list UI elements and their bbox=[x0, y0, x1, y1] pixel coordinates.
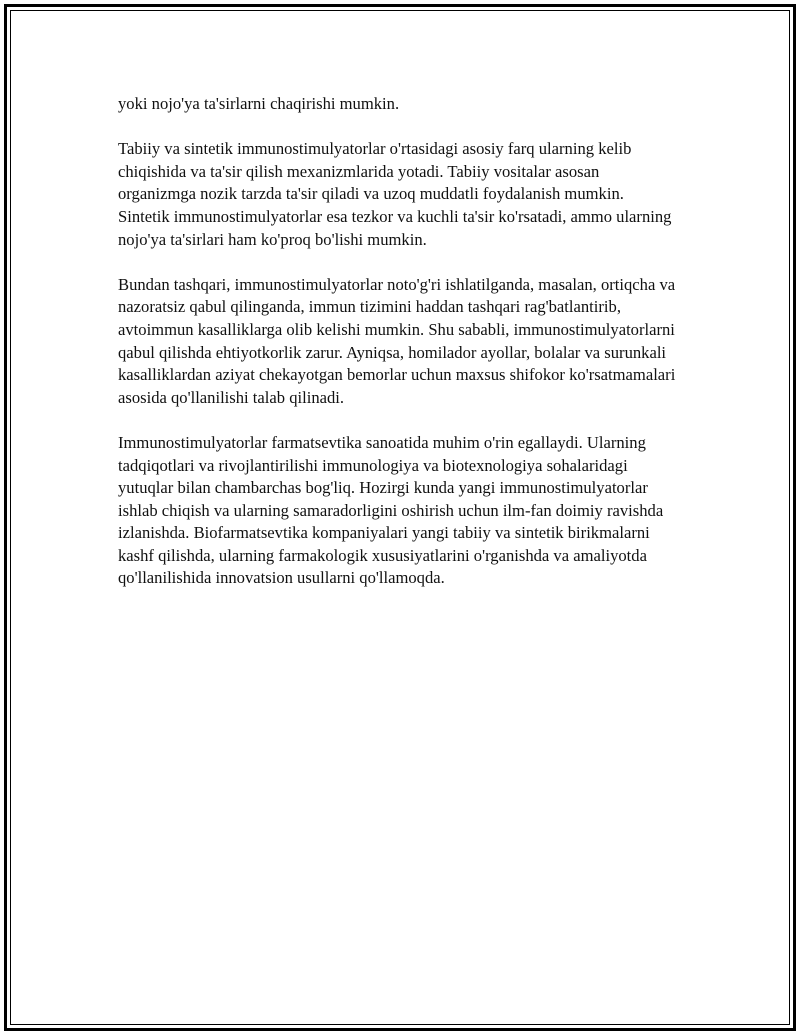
paragraph-1: yoki nojo'ya ta'sirlarni chaqirishi mumkin. bbox=[118, 94, 400, 113]
paragraph-3: Bundan tashqari, immunostimulyatorlar noto'g'ri ishlatilganda, masalan, ortiqcha va nazoratsiz qabul qilinganda, immun tizimini haddan tashqari rag'batlantirib, avtoimmun kasalliklarga olib kelishi mumkin. Shu sababli, immunostimulyatorlarni qabul qilishda ehtiyotkorlik zarur. Ayniqsa, homilador ayollar, bolalar va surunkali kasalliklardan aziyat chekayotgan bemorlar uchun maxsus shifokor ko'rsatmamalari asosida qo'llanilishi talab qilinadi. bbox=[118, 274, 676, 407]
paragraph-2: Tabiiy va sintetik immunostimulyatorlar o'rtasidagi asosiy farq ularning kelib chiqishida va ta'sir qilish mexanizmlarida yotadi. Tabiiy vositalar asosan organizmga nozik tarzda ta'sir qiladi va uzoq muddatli foydalanish mumkin. Sintetik immunostimulyatorlar esa tezkor va kuchli ta'sir ko'rsatadi, ammo ularning nojo'ya ta'sirlari ham ko'proq bo'lishi mumkin. bbox=[118, 139, 672, 249]
paragraph-4: Immunostimulyatorlar farmatsevtika sanoatida muhim o'rin egallaydi. Ularning tadqiqotlari va rivojlantirilishi immunologiya va biotexnologiya sohalaridagi yutuqlar bilan chambarchas bog'liq. Hozirgi kunda yangi immunostimulyatorlar ishlab chiqish va ularning samaradorligini oshirish uchun ilm-fan doimiy ravishda izlanishda. Biofarmatsevtika kompaniyalari yangi tabiiy va sintetik birikmalarni kashf qilishda, ularning farmakologik xususiyatlarini o'rganishda va amaliyotda qo'llanilishida innovatsion usullarni qo'llamoqda. bbox=[118, 432, 664, 588]
document-body bbox=[118, 93, 678, 613]
